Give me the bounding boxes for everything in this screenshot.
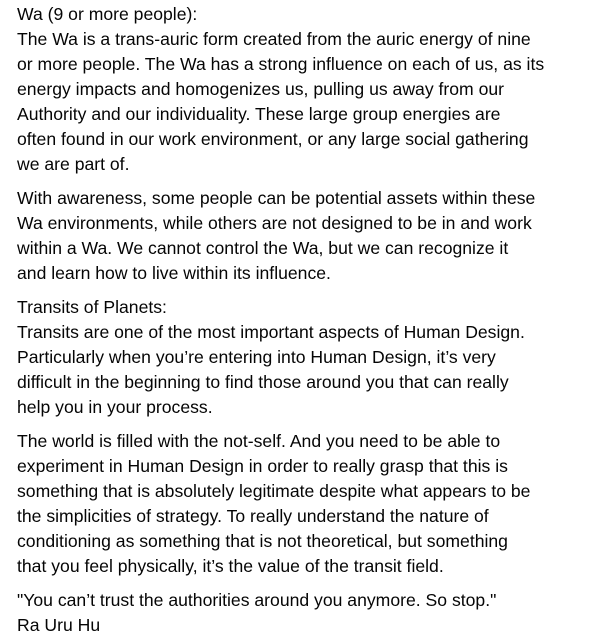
text-line: difficult in the beginning to find those around you that can really: [17, 372, 509, 392]
text-line: Authority and our individuality. These large group energies are: [17, 104, 501, 124]
text-line: Transits are one of the most important aspects of Human Design.: [17, 322, 525, 342]
quote-text: "You can’t trust the authorities around you anymore. So stop.": [17, 590, 497, 610]
paragraph-quote: [17, 588, 583, 638]
heading-transits: Transits of Planets:: [17, 297, 167, 317]
text-line: often found in our work environment, or any large social gathering: [17, 129, 529, 149]
text-line: that you feel physically, it’s the value of the transit field.: [17, 556, 444, 576]
paragraph-not-self: [17, 429, 583, 579]
text-line: help you in your process.: [17, 397, 213, 417]
text-line: With awareness, some people can be potential assets within these: [17, 188, 536, 208]
text-line: Wa environments, while others are not designed to be in and work: [17, 213, 532, 233]
text-line: the simplicities of strategy. To really understand the nature of: [17, 506, 489, 526]
text-line: The world is filled with the not-self. And you need to be able to: [17, 431, 501, 451]
text-line: conditioning as something that is not theoretical, but something: [17, 531, 508, 551]
paragraph-awareness: [17, 186, 583, 286]
heading-wa: Wa (9 or more people):: [17, 4, 198, 24]
quote-author: Ra Uru Hu: [17, 615, 101, 635]
text-line: within a Wa. We cannot control the Wa, but we can recognize it: [17, 238, 509, 258]
text-line: something that is absolutely legitimate despite what appears to be: [17, 481, 531, 501]
paragraph-transits: [17, 295, 583, 420]
text-line: we are part of.: [17, 154, 130, 174]
paragraph-wa: [17, 2, 583, 177]
text-line: Particularly when you’re entering into Human Design, it’s very: [17, 347, 496, 367]
text-line: experiment in Human Design in order to really grasp that this is: [17, 456, 508, 476]
text-line: The Wa is a trans-auric form created from the auric energy of nine: [17, 29, 531, 49]
text-line: energy impacts and homogenizes us, pulling us away from our: [17, 79, 505, 99]
text-line: or more people. The Wa has a strong influence on each of us, as its: [17, 54, 545, 74]
text-line: and learn how to live within its influence.: [17, 263, 331, 283]
